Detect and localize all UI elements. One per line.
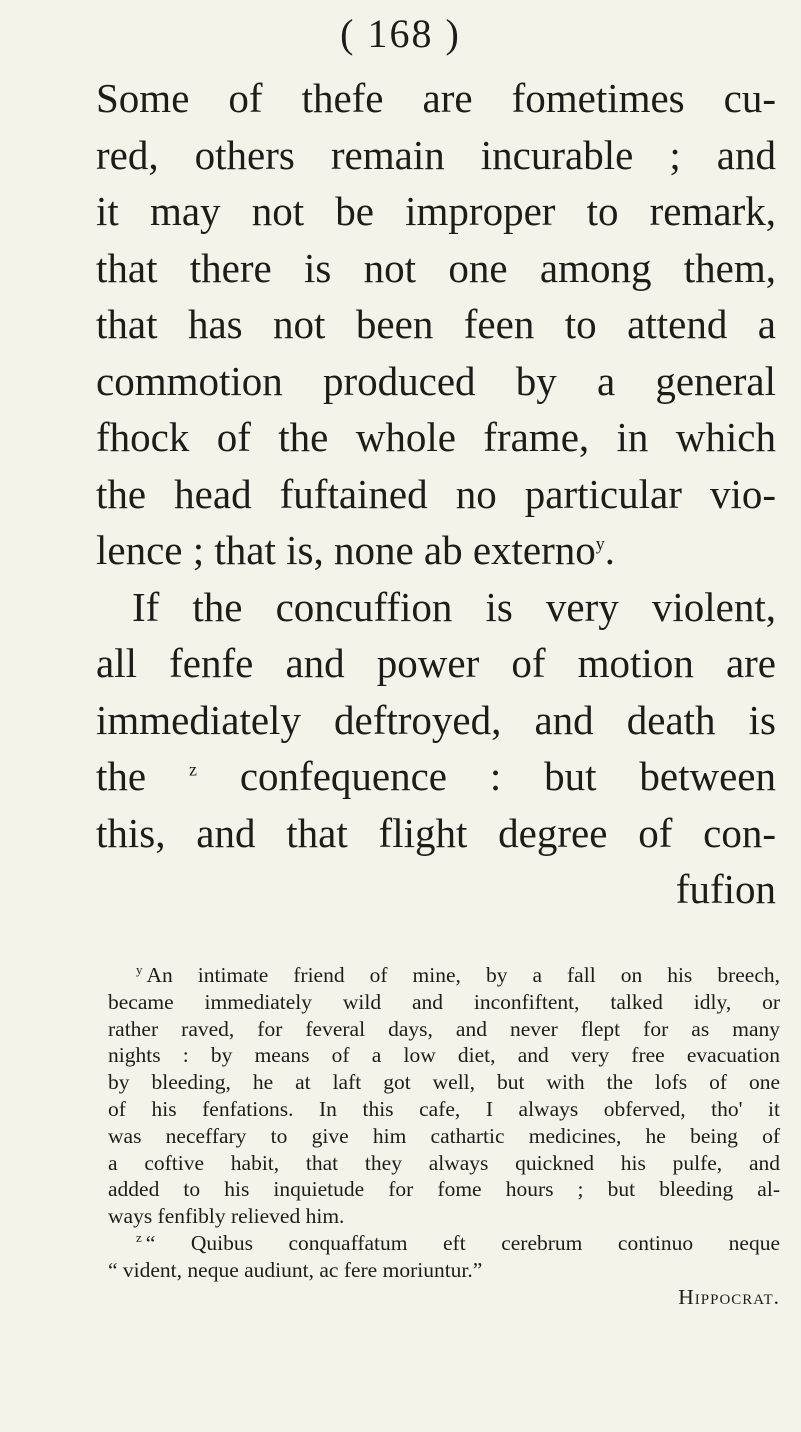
text-line: Some of thefe are fometimes cu- bbox=[96, 75, 776, 121]
footnote-text: An intimate friend of mine, by a fall on his breech, bbox=[146, 963, 780, 987]
footnote-line bbox=[108, 962, 780, 989]
text-line bbox=[96, 748, 776, 805]
main-text bbox=[96, 70, 776, 918]
footnote-line: nights : by means of a low diet, and very free evacuation bbox=[108, 1043, 780, 1068]
text-line: commotion produced by a general bbox=[96, 357, 776, 404]
text-line: fhock of the whole frame, in which bbox=[96, 414, 776, 460]
footnote-marker-y: y bbox=[136, 961, 143, 977]
text-line: it may not be improper to remark, bbox=[96, 188, 776, 234]
footnote-line bbox=[108, 1230, 780, 1257]
text-span: the bbox=[96, 753, 147, 799]
page-number: ( 168 ) bbox=[340, 11, 461, 56]
footnote-ref-z: z bbox=[188, 759, 197, 780]
text-line: red, others remain incurable ; and bbox=[96, 131, 776, 178]
footnote-line: became immediately wild and inconfiftent, talked idly, or bbox=[108, 989, 780, 1014]
text-line: If the concuffion is very violent, bbox=[132, 583, 776, 630]
text-line: this, and that flight degree of con- bbox=[96, 809, 776, 856]
footnote-marker-z: z bbox=[136, 1229, 142, 1245]
text-line: that there is not one among them, bbox=[96, 244, 776, 291]
text-line: the head fuftained no particular vio- bbox=[96, 470, 776, 517]
footnote-line: of his fenfations. In this cafe, I always obferved, tho' it bbox=[108, 1096, 780, 1121]
footnote-text: “ Quibus conquaffatum eft cerebrum continuo neque bbox=[145, 1230, 780, 1255]
footnote-line: was neceffary to give him cathartic medicines, he being of bbox=[108, 1123, 780, 1148]
text-line: lence ; that is, none ab externo$^y$. bbox=[96, 527, 616, 573]
footnote-line: a coftive habit, that they always quickned his pulfe, and bbox=[108, 1150, 780, 1175]
footnote-line: rather raved, for feveral days, and never flept for as many bbox=[108, 1016, 780, 1041]
footnote-line: by bleeding, he at laft got well, but with the lofs of one bbox=[108, 1070, 780, 1095]
catchword-line: fufion bbox=[675, 866, 776, 912]
footnote-line: ways fenfibly relieved him. bbox=[108, 1204, 345, 1229]
footnotes bbox=[108, 962, 780, 1310]
footnote-line: “ vident, neque audiunt, ac fere moriuntur.” bbox=[108, 1257, 483, 1282]
footnote-line: added to his inquietude for fome hours ; but bleeding al- bbox=[108, 1177, 780, 1202]
footnote-signature: Hippocrat. bbox=[678, 1284, 780, 1309]
text-line: immediately deftroyed, and death is bbox=[96, 696, 776, 743]
text-span: confequence : but between bbox=[239, 753, 776, 799]
text-line: all fenfe and power of motion are bbox=[96, 640, 776, 686]
footnote-ref-y: y bbox=[595, 533, 605, 554]
text-span: lence ; that is, none ab externo bbox=[96, 527, 596, 573]
text-line: that has not been feen to attend a bbox=[96, 301, 776, 347]
